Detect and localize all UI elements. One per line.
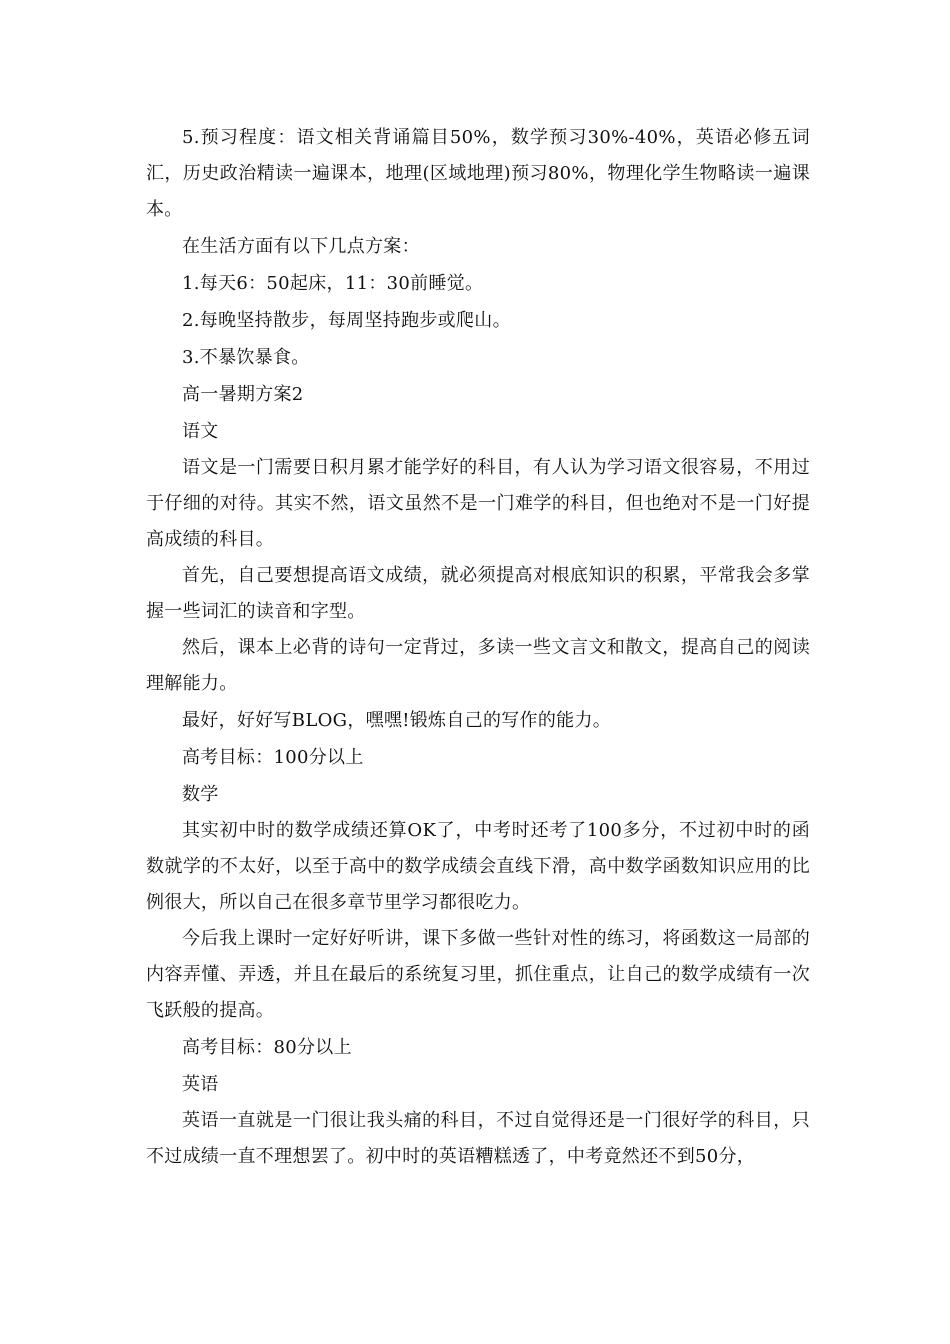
paragraph-life-plan-heading: 在生活方面有以下几点方案： xyxy=(182,236,420,257)
paragraph-math-goal: 高考目标：80分以上 xyxy=(182,1037,352,1058)
paragraph-chinese-intro: 语文是一门需要日积月累才能学好的科目，有人认为学习语文很容易，不用过于仔细的对待。其实不然，语文虽然不是一门难学的科目，但也绝对不是一门好提高成绩的科目。 xyxy=(146,457,810,550)
subject-heading-math: 数学 xyxy=(182,784,219,805)
paragraph-life-item-1: 1.每天6：50起床，11：30前睡觉。 xyxy=(182,273,484,294)
paragraph-math-plan: 今后我上课时一定好好听讲，课下多做一些针对性的练习，将函数这一局部的内容弄懂、弄透，并且在最后的系统复习里，抓住重点，让自己的数学成绩有一次飞跃般的提高。 xyxy=(146,928,810,1021)
paragraph-preview-level: 5.预习程度：语文相关背诵篇目50%，数学预习30%-40%，英语必修五词汇，历史政治精读一遍课本，地理(区域地理)预习80%，物理化学生物略读一遍课本。 xyxy=(146,127,810,220)
paragraph-chinese-then: 然后，课本上必背的诗句一定背过，多读一些文言文和散文，提高自己的阅读理解能力。 xyxy=(146,637,810,694)
paragraph-life-item-2: 2.每晚坚持散步，每周坚持跑步或爬山。 xyxy=(182,310,511,331)
paragraph-chinese-goal: 高考目标：100分以上 xyxy=(182,747,364,768)
document-body xyxy=(146,120,810,1175)
section-title-plan-2: 高一暑期方案2 xyxy=(182,384,304,405)
subject-heading-english: 英语 xyxy=(182,1074,219,1095)
paragraph-math-intro: 其实初中时的数学成绩还算OK了，中考时还考了100多分，不过初中时的函数就学的不太好，以至于高中的数学成绩会直线下滑，高中数学函数知识应用的比例很大，所以自己在很多章节里学习都很吃力。 xyxy=(146,820,810,913)
paragraph-life-item-3: 3.不暴饮暴食。 xyxy=(182,347,310,368)
paragraph-english-intro: 英语一直就是一门很让我头痛的科目，不过自觉得还是一门很好学的科目，只不过成绩一直不理想罢了。初中时的英语糟糕透了，中考竟然还不到50分， xyxy=(146,1110,810,1167)
subject-heading-chinese: 语文 xyxy=(182,421,219,442)
paragraph-chinese-first: 首先，自己要想提高语文成绩，就必须提高对根底知识的积累，平常我会多掌握一些词汇的读音和字型。 xyxy=(146,565,810,622)
paragraph-chinese-finally: 最好，好好写BLOG，嘿嘿!锻炼自己的写作的能力。 xyxy=(182,710,612,731)
